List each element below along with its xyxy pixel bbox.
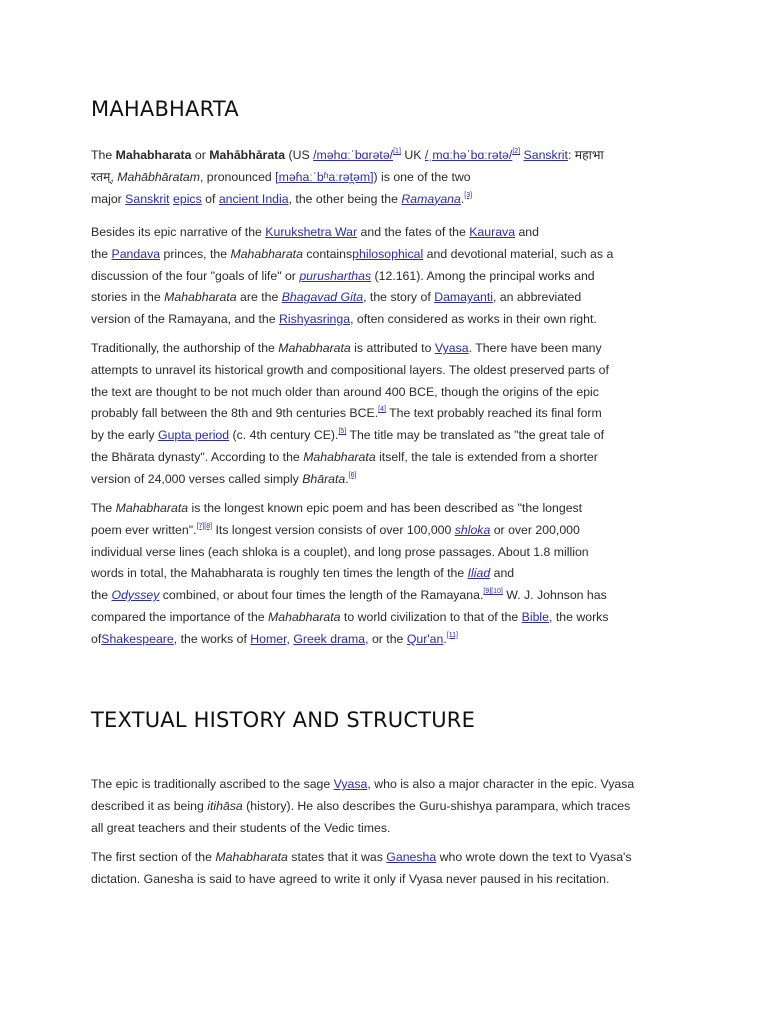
vyasa-link[interactable]: Vyasa: [434, 341, 469, 355]
italic-term: Mahābhāratam: [117, 169, 200, 184]
text-line: [91, 338, 691, 360]
text-line: [91, 585, 691, 607]
text: poem ever written".: [91, 522, 197, 537]
text-line: [91, 167, 691, 189]
text: The first section of the: [91, 850, 216, 864]
text-line: [91, 425, 691, 447]
text: the Bhārata dynasty". According to the: [91, 449, 304, 464]
text: and: [515, 225, 539, 239]
text-line: attempts to unravel its historical growth and compositional layers. The oldest preserved parts of: [91, 362, 609, 377]
text-line: [91, 607, 691, 629]
text: words in total, the Mahabharata is roughly ten times the length of the: [91, 566, 468, 581]
text: (c. 4th century CE).: [229, 428, 339, 443]
text-line: [91, 796, 691, 818]
text: , or the: [365, 631, 407, 646]
italic-term: Mahabharata: [278, 341, 351, 355]
text: , the story of: [363, 290, 435, 305]
text: . There have been many: [468, 341, 602, 355]
vyasa-link[interactable]: Vyasa: [333, 777, 368, 791]
intro-paragraph: [91, 145, 691, 210]
ipa-us-link[interactable]: /məhɑːˈbɑrətə/: [313, 148, 394, 162]
citation-link[interactable]: [4]: [378, 406, 386, 414]
text: the: [91, 588, 112, 603]
text: W. J. Johnson has: [502, 588, 607, 603]
italic-term: Mahabharata: [268, 609, 341, 624]
text: , who is also a major character in the epic. Vyasa: [367, 777, 635, 791]
text: ) is one of the two: [373, 169, 471, 184]
text-line: [91, 563, 691, 585]
text: .: [345, 471, 349, 486]
text-line: [91, 469, 691, 491]
text-line: [91, 222, 691, 244]
text: and: [490, 566, 515, 581]
shloka-link[interactable]: shloka: [454, 522, 491, 537]
damayanti-link[interactable]: Damayanti: [434, 290, 493, 305]
text: of: [201, 191, 219, 206]
text: are the: [236, 290, 282, 305]
bhagavad-gita-link[interactable]: Bhagavad Gita: [281, 290, 364, 305]
gupta-period-link[interactable]: Gupta period: [158, 428, 230, 443]
italic-term: Mahabharata: [215, 850, 288, 864]
iliad-link[interactable]: Iliad: [467, 566, 491, 581]
paragraph-besides: [91, 222, 691, 331]
kaurava-link[interactable]: Kaurava: [469, 225, 516, 239]
philosophical-link[interactable]: philosophical: [352, 246, 424, 261]
text: Traditionally, the authorship of the: [91, 341, 279, 355]
ipa-pronunciation-link[interactable]: [məɦaːˈbʱaːrət̪əm]: [275, 169, 374, 184]
text: The: [91, 501, 116, 515]
epics-link[interactable]: epics: [173, 191, 202, 206]
text: or over 200,000: [490, 522, 580, 537]
text-line: [91, 498, 691, 520]
text: and the fates of the: [357, 225, 470, 239]
text: is the longest known epic poem and has been described as "the longest: [188, 501, 583, 515]
text: The text probably reached its final form: [385, 406, 602, 421]
text: (US: [285, 148, 314, 162]
text-line: [91, 244, 691, 266]
citation-link[interactable]: [9][10]: [483, 588, 503, 596]
text-line: dictation. Ganesha is said to have agreed to write it only if Vyasa never paused in his recitation.: [91, 871, 610, 886]
text-line: [91, 145, 691, 167]
ganesha-link[interactable]: Ganesha: [386, 850, 437, 864]
text: (history). He also describes the Guru-shishya parampara, which traces: [242, 798, 631, 813]
text: The title may be translated as "the great tale of: [346, 428, 604, 443]
bold-term: Mahabharata: [115, 148, 192, 162]
homer-link[interactable]: Homer: [250, 631, 287, 646]
text: major: [91, 191, 126, 206]
citation-link[interactable]: [5]: [338, 428, 347, 436]
text-line: [91, 266, 691, 288]
text: or: [191, 148, 210, 162]
greek-drama-link[interactable]: Greek drama: [293, 631, 366, 646]
text: by the early: [91, 428, 158, 443]
text-line: [91, 847, 691, 869]
text: , an abbreviated: [492, 290, 582, 305]
purusharthas-link[interactable]: purusharthas: [299, 268, 372, 283]
text: , the works of: [173, 631, 251, 646]
pandava-link[interactable]: Pandava: [111, 246, 161, 261]
page-title: MAHABHARTA: [91, 97, 239, 121]
text: The: [91, 148, 116, 162]
text: The epic is traditionally ascribed to the sage: [91, 777, 334, 791]
text: Besides its epic narrative of the: [91, 225, 266, 239]
italic-term: Mahabharata: [230, 246, 303, 261]
text: the: [91, 246, 112, 261]
text-line: [91, 629, 691, 651]
bible-link[interactable]: Bible: [521, 609, 550, 624]
text: discussion of the four "goals of life" or: [91, 268, 300, 283]
italic-term: Mahabharata: [303, 449, 376, 464]
text: UK: [400, 148, 425, 162]
text-line: [91, 403, 691, 425]
text: : महाभा: [567, 148, 604, 162]
ipa-uk-link[interactable]: /ˌmɑːhəˈbɑːrətə/: [424, 148, 513, 162]
text: .: [460, 191, 465, 206]
odyssey-link[interactable]: Odyssey: [111, 588, 160, 603]
text: itself, the tale is extended from a shorter: [375, 449, 598, 464]
sanskrit-link[interactable]: Sanskrit: [523, 148, 568, 162]
text-line: [91, 287, 691, 309]
citation-link[interactable]: [6]: [348, 471, 357, 479]
text: version of 24,000 verses called simply: [91, 471, 303, 486]
italic-term: Mahabharata: [164, 290, 237, 305]
italic-term: Mahabharata: [115, 501, 189, 515]
text-line: [91, 189, 691, 211]
bold-term: Mahābhārata: [209, 148, 286, 162]
text: to world civilization to that of the: [340, 609, 522, 624]
text-line: [91, 520, 691, 542]
text: (12.161). Among the principal works and: [371, 268, 595, 283]
text-line: individual verse lines (each shloka is a couplet), and long prose passages. About 1.8 million: [91, 544, 589, 559]
text: probably fall between the 8th and 9th centuries BCE.: [91, 406, 379, 421]
text: described it as being: [91, 798, 208, 813]
text: who wrote down the text to Vyasa's: [436, 850, 632, 864]
text: of: [91, 631, 102, 646]
text: and devotional material, such as a: [423, 246, 614, 261]
italic-term: Bhārata: [302, 471, 346, 486]
text-line: [91, 309, 691, 331]
text: princes, the: [160, 246, 231, 261]
text: compared the importance of the: [91, 609, 269, 624]
paragraph-first-section: [91, 847, 691, 891]
text: रतम्,: [91, 169, 118, 184]
text: , the works: [549, 609, 609, 624]
shakespeare-link[interactable]: Shakespeare: [101, 631, 174, 646]
text: .: [443, 631, 447, 646]
text: , the other being the: [288, 191, 402, 206]
text-line: the text are thought to be not much older than around 400 BCE, though the origins of the epic: [91, 384, 599, 399]
ancient-india-link[interactable]: ancient India: [218, 191, 289, 206]
citation-link[interactable]: [3]: [464, 191, 473, 199]
text-line: [91, 774, 691, 796]
sanskrit-link[interactable]: Sanskrit: [125, 191, 170, 206]
citation-link[interactable]: [2]: [512, 148, 521, 155]
ramayana-link[interactable]: Ramayana: [401, 191, 461, 206]
text-line: [91, 447, 691, 469]
citation-link[interactable]: [1]: [393, 148, 401, 155]
text-line: all great teachers and their students of the Vedic times.: [91, 820, 391, 835]
text: states that it was: [287, 850, 387, 864]
text: , pronounced: [199, 169, 276, 184]
text: version of the Ramayana, and the: [91, 312, 279, 327]
text: combined, or about four times the length of the Ramayana.: [159, 588, 484, 603]
text: is attributed to: [350, 341, 435, 355]
paragraph-traditionally: [91, 338, 691, 491]
section-heading: TEXTUAL HISTORY AND STRUCTURE: [91, 708, 476, 732]
citation-link[interactable]: [11]: [446, 631, 458, 639]
text: Its longest version consists of over 100,000: [212, 522, 455, 537]
text: contains: [302, 246, 353, 261]
quran-link[interactable]: Qur'an: [406, 631, 444, 646]
text: stories in the: [91, 290, 165, 305]
text: ,: [286, 631, 294, 646]
italic-term: itihāsa: [207, 798, 243, 813]
kurukshetra-war-link[interactable]: Kurukshetra War: [265, 225, 358, 239]
rishyasringa-link[interactable]: Rishyasringa: [278, 312, 351, 327]
paragraph-longest-poem: [91, 498, 691, 651]
citation-link[interactable]: [7][8]: [196, 522, 213, 530]
paragraph-ascribed: [91, 774, 691, 839]
text: , often considered as works in their own right.: [350, 312, 597, 327]
